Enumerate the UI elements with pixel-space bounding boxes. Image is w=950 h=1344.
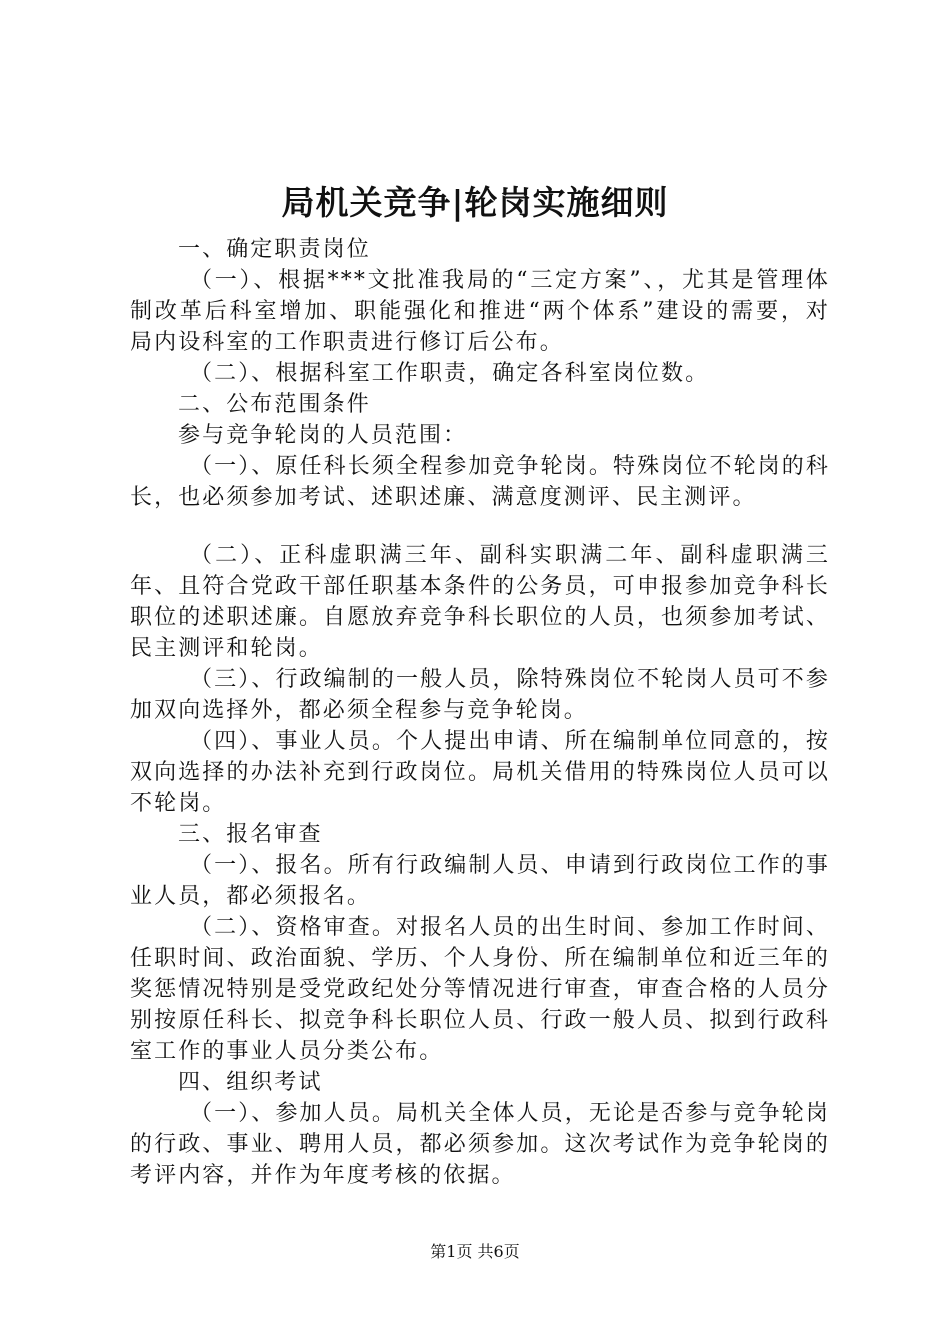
paragraph: （一）、报名。所有行政编制人员、申请到行政岗位工作的事业人员，都必须报名。 [130, 853, 830, 909]
paragraph: （一）、原任科长须全程参加竞争轮岗。特殊岗位不轮岗的科长，也必须参加考试、述职述廉、满意度测评、民主测评。 [130, 454, 830, 510]
section-heading-4: 四、组织考试 [178, 1070, 323, 1095]
paragraph: （三）、行政编制的一般人员，除特殊岗位不轮岗人员可不参加双向选择外，都必须全程参与竞争轮岗。 [130, 667, 830, 723]
document-title: 局机关竞争|轮岗实施细则 [281, 183, 669, 222]
section-heading-1: 一、确定职责岗位 [178, 237, 371, 262]
page-number-footer: 第1页 共6页 [430, 1242, 520, 1261]
paragraph: （二）、正科虚职满三年、副科实职满二年、副科虚职满三年、且符合党政干部任职基本条件的公务员，可申报参加竞争科长职位的述职述廉。自愿放弃竞争科长职位的人员，也须参加考试、民主测评和轮岗。 [130, 543, 830, 661]
paragraph: （四）、事业人员。个人提出申请、所在编制单位同意的，按双向选择的办法补充到行政岗位。局机关借用的特殊岗位人员可以不轮岗。 [130, 729, 830, 816]
paragraph: （二）、资格审查。对报名人员的出生时间、参加工作时间、任职时间、政治面貌、学历、个人身份、所在编制单位和近三年的奖惩情况特别是受党政纪处分等情况进行审查，审查合格的人员分别按原任科长、拟竞争科长职位人员、行政一般人员、拟到行政科室工作的事业人员分类公布。 [130, 915, 830, 1064]
paragraph: （一）、根据***文批准我局的“三定方案”、，尤其是管理体制改革后科室增加、职能强化和推进“两个体系”建设的需要，对局内设科室的工作职责进行修订后公布。 [130, 268, 830, 355]
document-body [130, 234, 830, 1191]
paragraph: 参与竞争轮岗的人员范围： [178, 423, 468, 448]
section-heading-2: 二、公布范围条件 [178, 392, 371, 417]
paragraph: （一）、参加人员。局机关全体人员，无论是否参与竞争轮岗的行政、事业、聘用人员，都必须参加。这次考试作为竞争轮岗的考评内容，并作为年度考核的依据。 [130, 1101, 830, 1188]
paragraph: （二）、根据科室工作职责，确定各科室岗位数。 [190, 361, 710, 386]
section-heading-3: 三、报名审查 [178, 822, 323, 847]
